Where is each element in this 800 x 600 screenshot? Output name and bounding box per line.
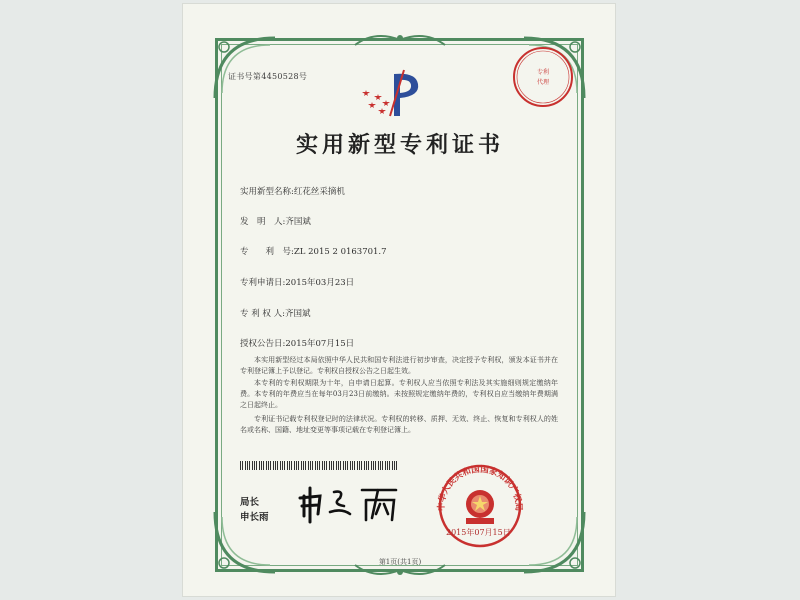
field-label: 专 利 权 人: [240, 309, 285, 319]
field-utility-model-name [240, 185, 345, 197]
svg-text:代理: 代理 [536, 79, 550, 86]
field-value: 齐国斌 [285, 217, 311, 227]
svg-text:专利: 专利 [536, 69, 550, 76]
signature-printed-name: 申长雨 [240, 512, 269, 523]
top-ornament [350, 30, 450, 50]
field-label: 专 利 号: [240, 247, 294, 257]
corner-ornament-top-left [210, 33, 280, 103]
field-label: 授权公告日: [240, 339, 286, 349]
paragraph-grant-notice: 本实用新型经过本局依照中华人民共和国专利法进行初步审查，决定授予专利权，颁发本证书并在专利登记簿上予以登记。专利权自授权公告之日起生效。 [240, 356, 558, 375]
field-filing-date [240, 276, 354, 288]
field-value: 齐国斌 [284, 309, 311, 319]
handwritten-signature [296, 482, 406, 524]
field-label: 专利申请日: [240, 278, 286, 288]
field-grant-date [240, 337, 354, 349]
field-value: ZL 2015 2 0163701.7 [293, 247, 387, 257]
field-label: 实用新型名称: [240, 187, 294, 197]
barcode [240, 461, 398, 470]
field-patentee [240, 307, 311, 319]
field-value: 红花丝采摘机 [293, 187, 345, 197]
certificate-title: 实用新型专利证书 [295, 132, 504, 158]
official-seal-text: 中华人民共和国国家知识产权局 [436, 464, 524, 512]
field-inventor [240, 215, 311, 227]
paragraph-term-fees: 本专利的专利权期限为十年，自申请日起算。专利权人应当依照专利法及其实施细则规定缴纳年费。本专利的年费应当在每年03月23日前缴纳。未按照规定缴纳年费的，专利权自应当缴纳年费期满之日起终止。 [240, 379, 558, 409]
page-number: 第1页(共1页) [378, 558, 422, 566]
official-seal-date: 2015年07月15日 [446, 528, 511, 537]
patent-office-emblem [360, 66, 432, 120]
signature-role-title: 局长 [240, 497, 260, 508]
field-patent-number [240, 245, 387, 257]
field-label: 发 明 人: [240, 217, 286, 227]
agency-seal [510, 44, 576, 110]
field-value: 2015年07月15日 [285, 339, 355, 349]
field-value: 2015年03月23日 [285, 278, 355, 288]
paragraph-legal-status: 专利证书记载专利权登记时的法律状况。专利权的转移、质押、无效、终止、恢复和专利权人的姓名或名称、国籍、地址变更等事项记载在专利登记簿上。 [240, 415, 558, 434]
certificate-number: 证书号第4450528号 [228, 72, 308, 81]
